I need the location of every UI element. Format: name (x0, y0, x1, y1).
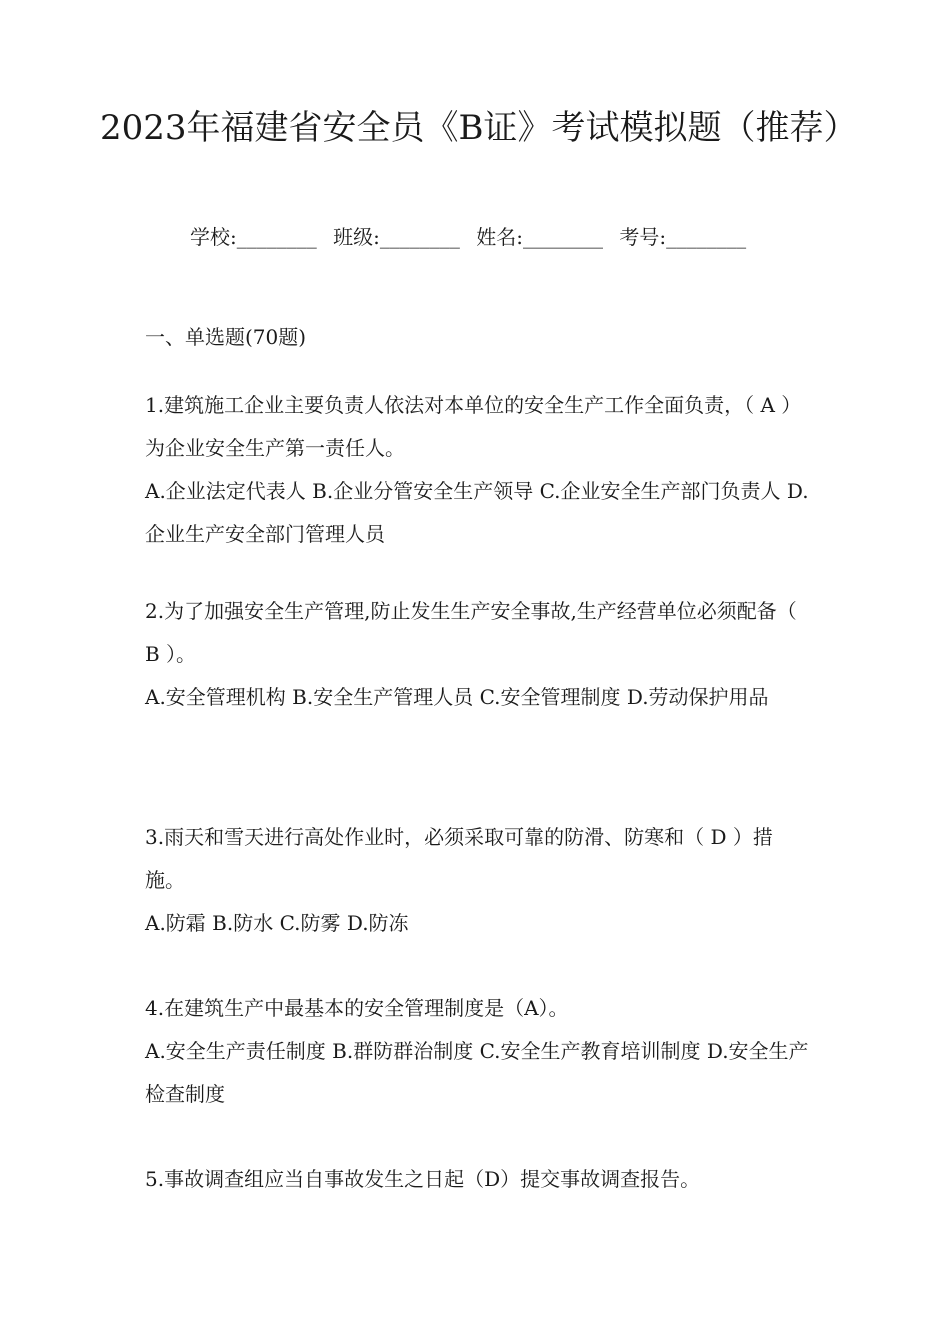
question-stem: 2.为了加强安全生产管理,防止发生生产安全事故,生产经营单位必须配备（ B ）。 (145, 599, 797, 666)
question-options: A.安全管理机构 B.安全生产管理人员 C.安全管理制度 D.劳动保护用品 (145, 685, 769, 709)
question-1 (145, 384, 810, 556)
question-stem: 3.雨天和雪天进行高处作业时，必须采取可靠的防滑、防寒和（ D ）措施。 (145, 825, 773, 892)
question-options: A.企业法定代表人 B.企业分管安全生产领导 C.企业安全生产部门负责人 D.企业生产安全部门管理人员 (145, 479, 809, 546)
exam-number-field: 考号:________ (619, 225, 747, 249)
class-field: 班级:________ (333, 225, 460, 249)
question-stem: 1.建筑施工企业主要负责人依法对本单位的安全生产工作全面负责，（ A ）为企业安全生产第一责任人。 (145, 393, 802, 460)
question-stem: 4.在建筑生产中最基本的安全管理制度是（A）。 (145, 996, 569, 1020)
question-stem: 5.事故调查组应当自事故发生之日起（D）提交事故调查报告。 (145, 1167, 701, 1191)
student-info-fields (190, 222, 756, 252)
school-field: 学校:________ (190, 225, 317, 249)
section-heading: 一、单选题(70题) (145, 325, 307, 349)
question-2 (145, 590, 810, 719)
question-options: A.安全生产责任制度 B.群防群治制度 C.安全生产教育培训制度 D.安全生产检查制度 (145, 1039, 809, 1106)
question-3 (145, 816, 810, 945)
question-5 (145, 1158, 810, 1201)
question-4 (145, 987, 810, 1116)
name-field: 姓名:________ (476, 225, 603, 249)
document-title: 2023年福建省安全员《B证》考试模拟题（推荐） (100, 108, 858, 148)
question-options: A.防霜 B.防水 C.防雾 D.防冻 (145, 911, 409, 935)
